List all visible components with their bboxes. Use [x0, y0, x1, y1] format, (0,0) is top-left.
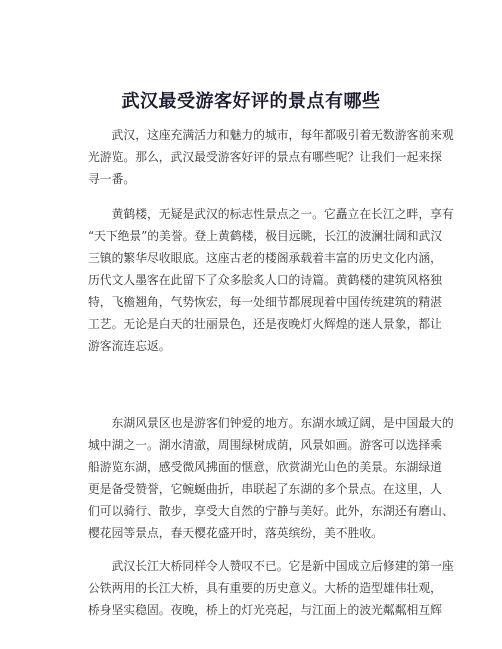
paragraph-line: 公铁两用的长江大桥，具有重要的历史意义。大桥的造型雄伟壮观， — [88, 581, 442, 595]
paragraph-line: 东湖风景区也是游客们钟爱的地方。东湖水域辽阔，是中国最大的 — [88, 416, 454, 430]
paragraph-line: 历代文人墨客在此留下了众多脍炙人口的诗篇。黄鹤楼的建筑风格独 — [88, 273, 442, 287]
paragraph-line: 特，飞檐翘角，气势恢宏，每一处细节都展现着中国传统建筑的精湛 — [88, 295, 442, 309]
paragraph-line: 们可以骑行、散步，享受大自然的宁静与美好。此外，东湖还有磨山、 — [88, 504, 454, 518]
paragraph-line: “天下绝景”的美誉。登上黄鹤楼，极目远眺，长江的波澜壮阔和武汉 — [88, 229, 443, 243]
paragraph-line: 游客流连忘返。 — [88, 339, 171, 353]
paragraph-line: 武汉长江大桥同样令人赞叹不已。它是新中国成立后修建的第一座 — [88, 559, 454, 573]
paragraph-line: 船游览东湖，感受微风拂面的惬意，欣赏湖光山色的美景。东湖绿道 — [88, 460, 442, 474]
paragraph-line: 樱花园等景点，春天樱花盛开时，落英缤纷，美不胜收。 — [88, 526, 383, 540]
paragraph-yangtze-bridge — [88, 555, 454, 621]
paragraph-line: 寻一番。 — [88, 172, 136, 186]
paragraph-line: 黄鹤楼，无疑是武汉的标志性景点之一。它矗立在长江之畔，享有 — [88, 207, 454, 221]
paragraph-line: 工艺。无论是白天的壮丽景色，还是夜晚灯火辉煌的迷人景象，都让 — [88, 317, 442, 331]
page-title: 武汉最受游客好评的景点有哪些 — [121, 91, 381, 112]
paragraph-line: 武汉，这座充满活力和魅力的城市，每年都吸引着无数游客前来观 — [88, 128, 454, 142]
paragraph-line: 三镇的繁华尽收眼底。这座古老的楼阁承载着丰富的历史文化内涵， — [88, 251, 442, 265]
paragraph-line: 桥身坚实稳固。夜晚，桥上的灯光亮起，与江面上的波光粼粼相互辉 — [88, 603, 442, 617]
paragraph-intro — [88, 124, 454, 190]
paragraph-line: 光游览。那么，武汉最受游客好评的景点有哪些呢？让我们一起来探 — [88, 150, 442, 164]
paragraph-east-lake — [88, 412, 454, 544]
paragraph-line: 更是备受赞誉，它蜿蜒曲折，串联起了东湖的多个景点。在这里，人 — [88, 482, 442, 496]
paragraph-line: 城中湖之一。湖水清澈，周围绿树成荫，风景如画。游客可以选择乘 — [88, 438, 442, 452]
paragraph-yellow-crane-tower — [88, 203, 454, 357]
